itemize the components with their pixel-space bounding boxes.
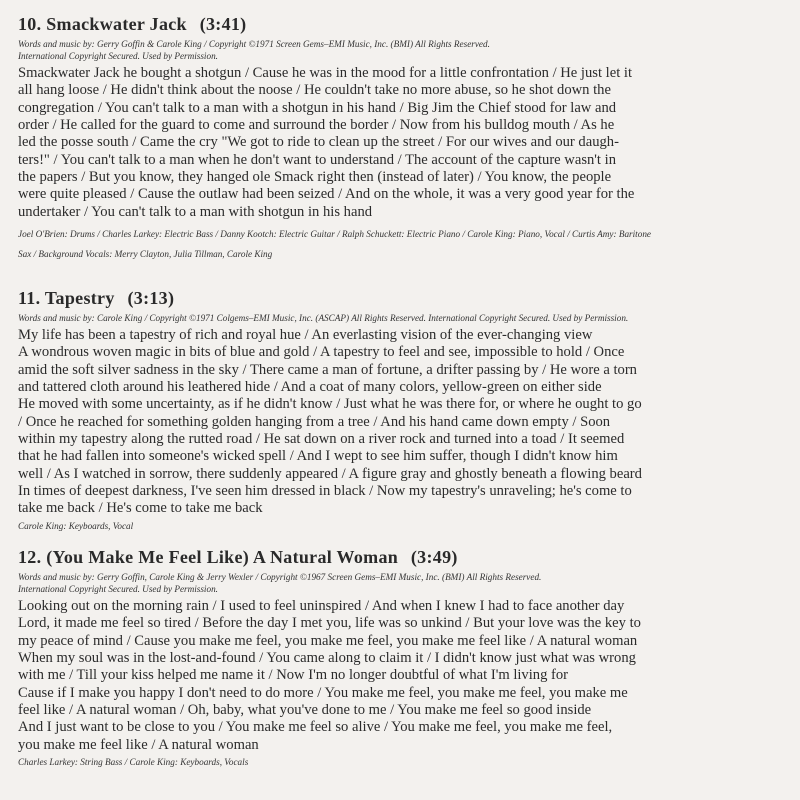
lyrics — [18, 65, 651, 221]
lyric-line: well / As I watched in sorrow, there suddenly appeared / A figure gray and ghostly beneath a flowing beard — [18, 465, 642, 482]
lyric-line: undertaker / You can't talk to a man with shotgun in his hand — [18, 203, 373, 220]
credit-line: International Copyright Secured. Used by Permission. — [18, 584, 218, 594]
lyric-line: that he had fallen into someone's wicked spell / And I wept to see him suffer, though I didn't know him — [18, 448, 618, 465]
song-title — [18, 286, 642, 310]
lyric-line: He moved with some uncertainty, as if he didn't know / Just what he was there for, or where he ought to go — [18, 396, 642, 413]
musician-line: Carole King: Keyboards, Vocal — [18, 520, 134, 531]
songwriting-credits — [18, 571, 641, 595]
lyric-line: congregation / You can't talk to a man with a shotgun in his hand / Big Jim the Chief stood for law and — [18, 99, 617, 116]
credit-line: Words and music by: Gerry Goffin & Carole King / Copyright ©1971 Screen Gems–EMI Music, Inc. (BMI) All Rights Reserved. — [18, 39, 490, 49]
track-duration: (3:13) — [127, 288, 175, 308]
lyric-line: Looking out on the morning rain / I used to feel uninspired / And when I knew I had to face another day — [18, 598, 625, 614]
musician-line: Joel O'Brien: Drums / Charles Larkey: Electric Bass / Danny Kootch: Electric Guitar / Ralph Schuckett: Electric Piano / Carole King: Piano, Vocal / Curtis Amy: Baritone — [18, 229, 651, 240]
song-title — [18, 12, 651, 36]
track-number: 12. — [18, 547, 42, 567]
lyric-line: feel like / A natural woman / Oh, baby, what you've done to me / You make me feel so good inside — [18, 702, 592, 719]
lyric-line: And I just want to be close to you / You make me feel so alive / You make me feel, you make me feel, — [18, 719, 613, 736]
track-title: (You Make Me Feel Like) A Natural Woman — [46, 547, 399, 567]
track-duration: (3:41) — [199, 14, 247, 34]
lyric-line: Cause if I make you happy I don't need to do more / You make me feel, you make me feel, you make me — [18, 684, 628, 701]
musician-credits — [18, 519, 642, 533]
lyric-line: ters!" / You can't talk to a man when he don't want to understand / The account of the capture wasn't in — [18, 151, 616, 168]
lyric-line: My life has been a tapestry of rich and royal hue / An everlasting vision of the ever-changing view — [18, 327, 593, 343]
lyric-line: with me / Till your kiss helped me name it / Now I'm no longer doubtful of what I'm living for — [18, 667, 569, 684]
lyric-line: you make me feel like / A natural woman — [18, 736, 259, 753]
lyrics — [18, 598, 641, 754]
credit-line: Words and music by: Gerry Goffin, Carole King & Jerry Wexler / Copyright ©1967 Screen Gems–EMI Music, Inc. (BMI) All Rights Reserved. — [18, 572, 542, 582]
song-11 — [18, 286, 642, 533]
track-title: Tapestry — [44, 288, 115, 308]
song-10 — [18, 12, 651, 264]
musician-line: Charles Larkey: String Bass / Carole King: Keyboards, Vocals — [18, 757, 249, 768]
lyric-line: amid the soft silver sadness in the sky / There came a man of fortune, a drifter passing by / He wore a torn — [18, 361, 637, 378]
track-duration: (3:49) — [410, 547, 458, 567]
lyric-line: Lord, it made me feel so tired / Before the day I met you, life was so unkind / But your love was the key to — [18, 615, 641, 632]
lyric-line: / Once he reached for something golden hanging from a tree / And his hand came down empty / Soon — [18, 413, 611, 430]
songwriting-credits — [18, 38, 651, 62]
lyric-line: When my soul was in the lost-and-found / You came along to claim it / I didn't know just what was wrong — [18, 650, 636, 667]
lyric-line: take me back / He's come to take me back — [18, 500, 263, 517]
lyric-line: were quite pleased / Cause the outlaw had been seized / And on the whole, it was a very good year for the — [18, 186, 635, 203]
musician-credits — [18, 224, 651, 264]
track-number: 11. — [18, 288, 41, 308]
credit-line: International Copyright Secured. Used by Permission. — [18, 51, 218, 61]
lyric-line: within my tapestry along the rutted road / He sat down on a river rock and turned into a toad / It seemed — [18, 431, 625, 448]
lyric-line: In times of deepest darkness, I've seen him dressed in black / Now my tapestry's unraveling; he's come to — [18, 483, 632, 500]
songwriting-credits — [18, 312, 642, 324]
credit-line: Words and music by: Carole King / Copyright ©1971 Colgems–EMI Music, Inc. (ASCAP) All Rights Reserved. International Copyright Secured. Used by Permission. — [18, 313, 629, 323]
song-title — [18, 545, 641, 569]
musician-credits — [18, 755, 641, 769]
song-12 — [18, 545, 641, 769]
lyric-line: A wondrous woven magic in bits of blue and gold / A tapestry to feel and see, impossible to hold / Once — [18, 344, 625, 361]
lyric-line: all hang loose / He didn't think about the noose / He couldn't take no more abuse, so he shot down the — [18, 82, 611, 99]
musician-line: Sax / Background Vocals: Merry Clayton, Julia Tillman, Carole King — [18, 249, 273, 260]
lyric-line: my peace of mind / Cause you make me feel, you make me feel, you make me feel like / A natural woman — [18, 632, 638, 649]
lyric-line: order / He called for the guard to come and surround the border / Now from his bulldog mouth / As he — [18, 117, 615, 134]
lyric-line: the papers / But you know, they hanged ole Smack right then (instead of later) / You know, the people — [18, 169, 612, 186]
lyrics — [18, 327, 642, 518]
lyric-line: Smackwater Jack he bought a shotgun / Cause he was in the mood for a little confrontation / He just let it — [18, 65, 633, 81]
lyric-line: led the posse south / Came the cry "We got to ride to clean up the street / For our wives and our daugh- — [18, 134, 619, 151]
track-title: Smackwater Jack — [46, 14, 187, 34]
track-number: 10. — [18, 14, 42, 34]
lyric-line: and tattered cloth around his leathered hide / And a coat of many colors, yellow-green on either side — [18, 379, 602, 396]
